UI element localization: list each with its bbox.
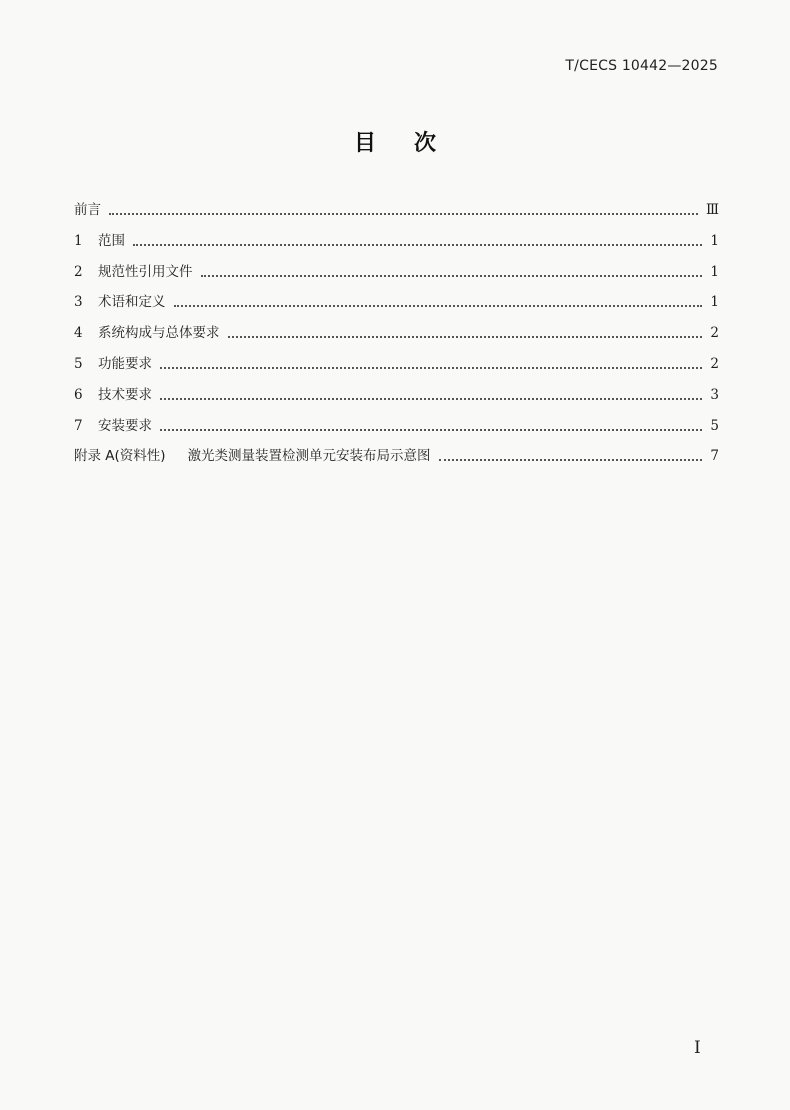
toc-entry-page: 1 bbox=[710, 294, 719, 311]
toc-entry-label: 前言 bbox=[74, 202, 101, 218]
toc-entry-page: 1 bbox=[710, 232, 719, 249]
toc-entry-number: 6 bbox=[74, 386, 83, 403]
toc-entry-foreword[interactable] bbox=[74, 196, 719, 219]
toc-entry-label: 技术要求 bbox=[98, 386, 152, 403]
toc-entry-label: 功能要求 bbox=[98, 355, 152, 372]
toc-entry-number: 5 bbox=[74, 355, 83, 372]
toc-entry-page: 2 bbox=[710, 325, 719, 342]
toc-title bbox=[0, 126, 790, 157]
toc-entry-label: 规范性引用文件 bbox=[98, 263, 193, 280]
page-number: I bbox=[694, 1038, 701, 1058]
toc-entry-label: 系统构成与总体要求 bbox=[98, 325, 220, 342]
toc-entry-number: 1 bbox=[74, 232, 83, 249]
toc-entry-label: 安装要求 bbox=[98, 417, 152, 434]
toc-leader-dots bbox=[109, 213, 698, 215]
toc-leader-dots bbox=[160, 398, 702, 400]
toc-entry-4[interactable] bbox=[74, 319, 719, 342]
toc-entry-page: 3 bbox=[710, 386, 719, 403]
toc-entry-3[interactable] bbox=[74, 288, 719, 311]
toc-leader-dots bbox=[133, 244, 702, 246]
toc-entry-number: 2 bbox=[74, 263, 83, 280]
toc-entry-number: 3 bbox=[74, 294, 83, 311]
toc-entry-2[interactable] bbox=[74, 258, 719, 281]
toc-leader-dots bbox=[201, 275, 703, 277]
toc-title-part2: 次 bbox=[414, 131, 437, 156]
toc-entry-page: 7 bbox=[710, 448, 719, 465]
toc-entry-1[interactable] bbox=[74, 227, 719, 250]
toc-entry-page: Ⅲ bbox=[705, 202, 719, 218]
toc-entry-page: 5 bbox=[710, 417, 719, 434]
toc-entry-7[interactable] bbox=[74, 412, 719, 435]
toc-appendix-label: 激光类测量装置检测单元安装布局示意图 bbox=[187, 448, 431, 465]
toc-title-part1: 目 bbox=[353, 131, 376, 156]
toc-leader-dots bbox=[439, 459, 703, 461]
toc-entry-label: 范围 bbox=[98, 232, 125, 249]
toc-entry-6[interactable] bbox=[74, 381, 719, 404]
toc-leader-dots bbox=[160, 429, 702, 431]
toc-entry-number: 4 bbox=[74, 325, 83, 342]
toc-list bbox=[74, 196, 719, 473]
toc-entry-appendix-a[interactable] bbox=[74, 442, 719, 465]
toc-entry-page: 2 bbox=[710, 355, 719, 372]
toc-leader-dots bbox=[228, 336, 703, 338]
toc-leader-dots bbox=[160, 367, 702, 369]
toc-entry-number: 7 bbox=[74, 417, 83, 434]
toc-entry-page: 1 bbox=[710, 263, 719, 280]
toc-entry-label: 术语和定义 bbox=[98, 294, 166, 311]
toc-entry-5[interactable] bbox=[74, 350, 719, 373]
toc-leader-dots bbox=[174, 305, 703, 307]
standard-code: T/CECS 10442—2025 bbox=[565, 58, 718, 74]
toc-appendix-prefix: 附录 A(资料性) bbox=[74, 448, 166, 465]
